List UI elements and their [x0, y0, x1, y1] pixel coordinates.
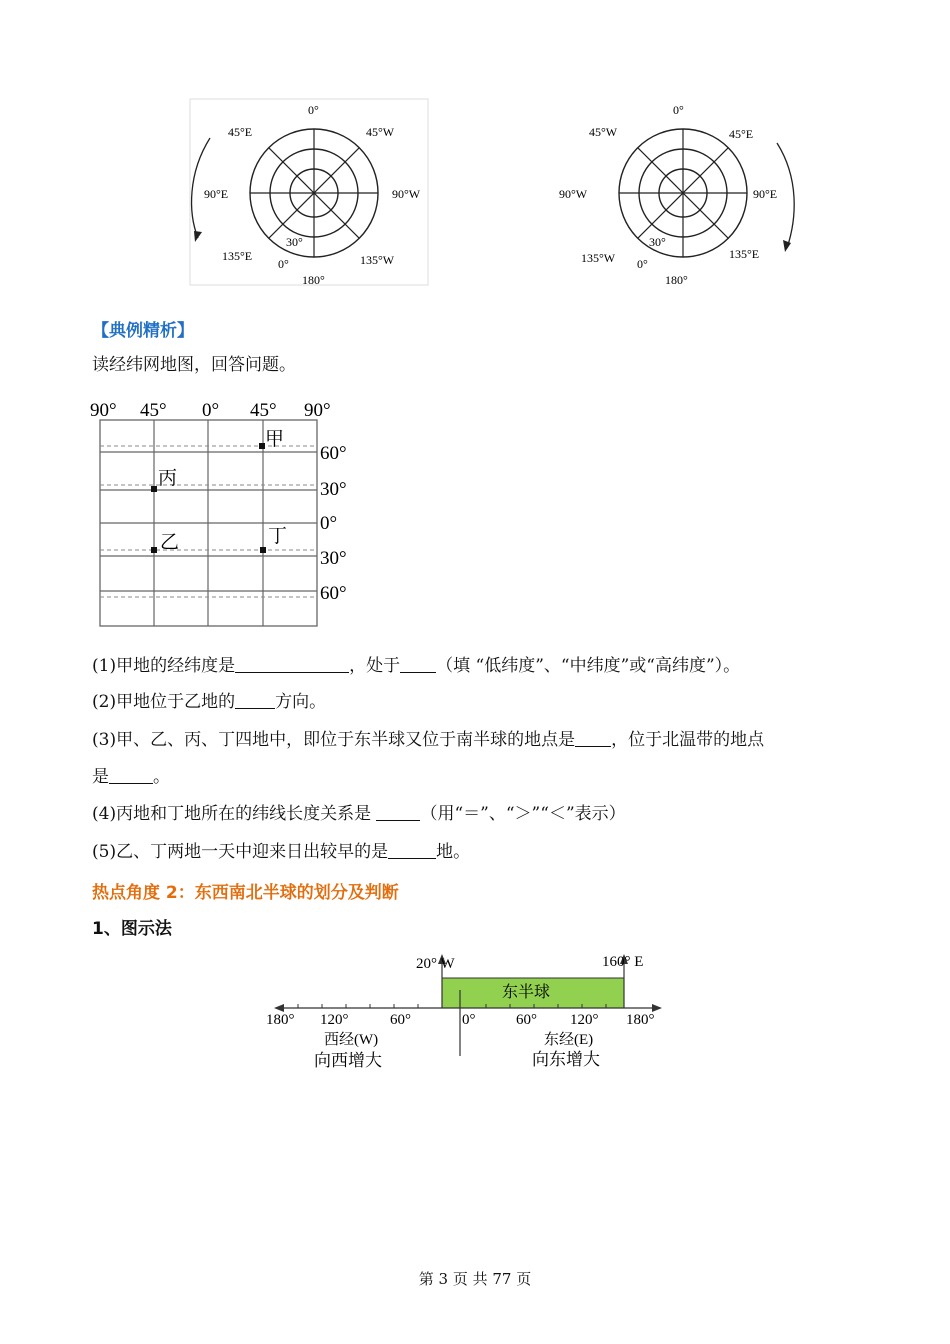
lon-label-3: 45° [250, 400, 277, 421]
q1-text-b: ，处于 [349, 656, 401, 676]
label-upper-right: 45°E [729, 127, 754, 141]
east-increase-note: 向东增大 [532, 1050, 600, 1069]
label-upper-left: 45°E [228, 125, 253, 139]
q3-text-a: (3)甲、乙、丙、丁四地中，即位于东半球又位于南半球的地点是 [92, 730, 576, 750]
lat-label-0: 60° [320, 443, 347, 464]
lon-label-0: 90° [90, 400, 117, 421]
tick-label-e180: 180° [626, 1012, 655, 1028]
label-left: 90°E [204, 187, 229, 201]
q2-text-b: 方向。 [275, 692, 327, 712]
point-bing-marker [151, 486, 157, 492]
point-ding-label: 丁 [268, 526, 288, 547]
q3-text-d: 。 [153, 767, 170, 787]
label-right: 90°W [392, 187, 421, 201]
label-upper-right: 45°W [366, 125, 395, 139]
label-left: 90°W [559, 187, 588, 201]
east-longitude-label: 东经(E) [544, 1032, 594, 1048]
q5-blank[interactable] [388, 840, 436, 859]
label-top: 0° [673, 103, 684, 117]
q1-text-a: (1)甲地的经纬度是 [92, 656, 236, 676]
q3-blank-1[interactable] [575, 728, 611, 747]
point-yi-label: 乙 [160, 532, 180, 553]
lat-label-1: 30° [320, 479, 347, 500]
tick-label-w120: 120° [320, 1012, 349, 1028]
label-lower-right: 135°E [729, 247, 760, 261]
q2-text-a: (2)甲地位于乙地的 [92, 692, 236, 712]
point-ding-marker [260, 547, 266, 553]
tick-label-e60: 60° [516, 1012, 537, 1028]
label-lower-right: 135°W [360, 253, 395, 267]
right-marker-label: 160° E [602, 954, 644, 970]
label-right: 90°E [753, 187, 778, 201]
question-4 [92, 802, 626, 826]
point-jia-label: 甲 [265, 429, 285, 450]
q1-blank-2[interactable] [400, 654, 436, 673]
lat-label-2: 0° [320, 513, 338, 534]
page-footer: 第 3 页 共 77 页 [418, 1270, 532, 1288]
q4-text-b: （用“＝”、“＞”“＜”表示） [420, 804, 626, 824]
q4-blank[interactable] [376, 802, 420, 821]
q3-blank-2[interactable] [109, 765, 153, 784]
lat-label-3: 30° [320, 548, 347, 569]
polar-diagram-left [180, 98, 430, 288]
question-5 [92, 840, 470, 864]
left-marker-label: 20° W [416, 956, 455, 972]
label-lat-30: 30° [649, 235, 666, 249]
rotation-arrow-right [777, 143, 794, 248]
west-increase-note: 向西增大 [314, 1051, 382, 1070]
label-lower-left: 135°W [581, 251, 616, 265]
west-longitude-label: 西经(W) [324, 1032, 379, 1048]
hotspot-heading: 热点角度 2：东西南北半球的划分及判断 [92, 883, 399, 903]
lon-label-2: 0° [202, 400, 220, 421]
method-heading: 1、图示法 [92, 919, 172, 939]
axis-svg [262, 946, 682, 1076]
example-intro: 读经纬网地图，回答问题。 [92, 355, 296, 375]
label-lat-30: 30° [286, 235, 303, 249]
lon-label-1: 45° [140, 400, 167, 421]
label-lat-0: 0° [637, 257, 648, 271]
label-lower-left: 135°E [222, 249, 253, 263]
q3-text-c: 是 [92, 767, 109, 787]
tick-label-e120: 120° [570, 1012, 599, 1028]
question-3-cont [92, 765, 170, 789]
label-upper-left: 45°W [589, 125, 618, 139]
q1-blank-1[interactable] [235, 654, 349, 673]
band-label: 东半球 [502, 984, 551, 1001]
label-bottom: 180° [665, 273, 688, 287]
tick-label-w60: 60° [390, 1012, 411, 1028]
question-1 [92, 654, 740, 678]
q5-text-a: (5)乙、丁两地一天中迎来日出较早的是 [92, 842, 389, 862]
polar-diagram-right [555, 98, 805, 288]
longitude-axis-figure [262, 946, 682, 1076]
q1-text-c: （填 “低纬度”、“中纬度”或“高纬度”）。 [436, 656, 741, 676]
label-top: 0° [308, 103, 319, 117]
q4-text-a: (4)丙地和丁地所在的纬线长度关系是 [92, 804, 377, 824]
tick-label-w180: 180° [266, 1012, 295, 1028]
latlon-grid-map [88, 396, 368, 631]
polar-svg-right [555, 98, 805, 288]
grid-svg [88, 396, 368, 631]
q3-text-b: ，位于北温带的地点 [611, 730, 765, 750]
example-heading: 【典例精析】 [92, 321, 194, 341]
point-bing-label: 丙 [158, 468, 178, 489]
q2-blank[interactable] [235, 690, 275, 709]
q5-text-b: 地。 [436, 842, 471, 862]
label-bottom: 180° [302, 273, 325, 287]
question-2 [92, 690, 326, 714]
polar-svg-left [180, 98, 430, 288]
lon-label-4: 90° [304, 400, 331, 421]
question-3 [92, 728, 764, 752]
tick-label-0: 0° [462, 1012, 476, 1028]
label-lat-0: 0° [278, 257, 289, 271]
point-yi-marker [151, 547, 157, 553]
lat-label-4: 60° [320, 583, 347, 604]
